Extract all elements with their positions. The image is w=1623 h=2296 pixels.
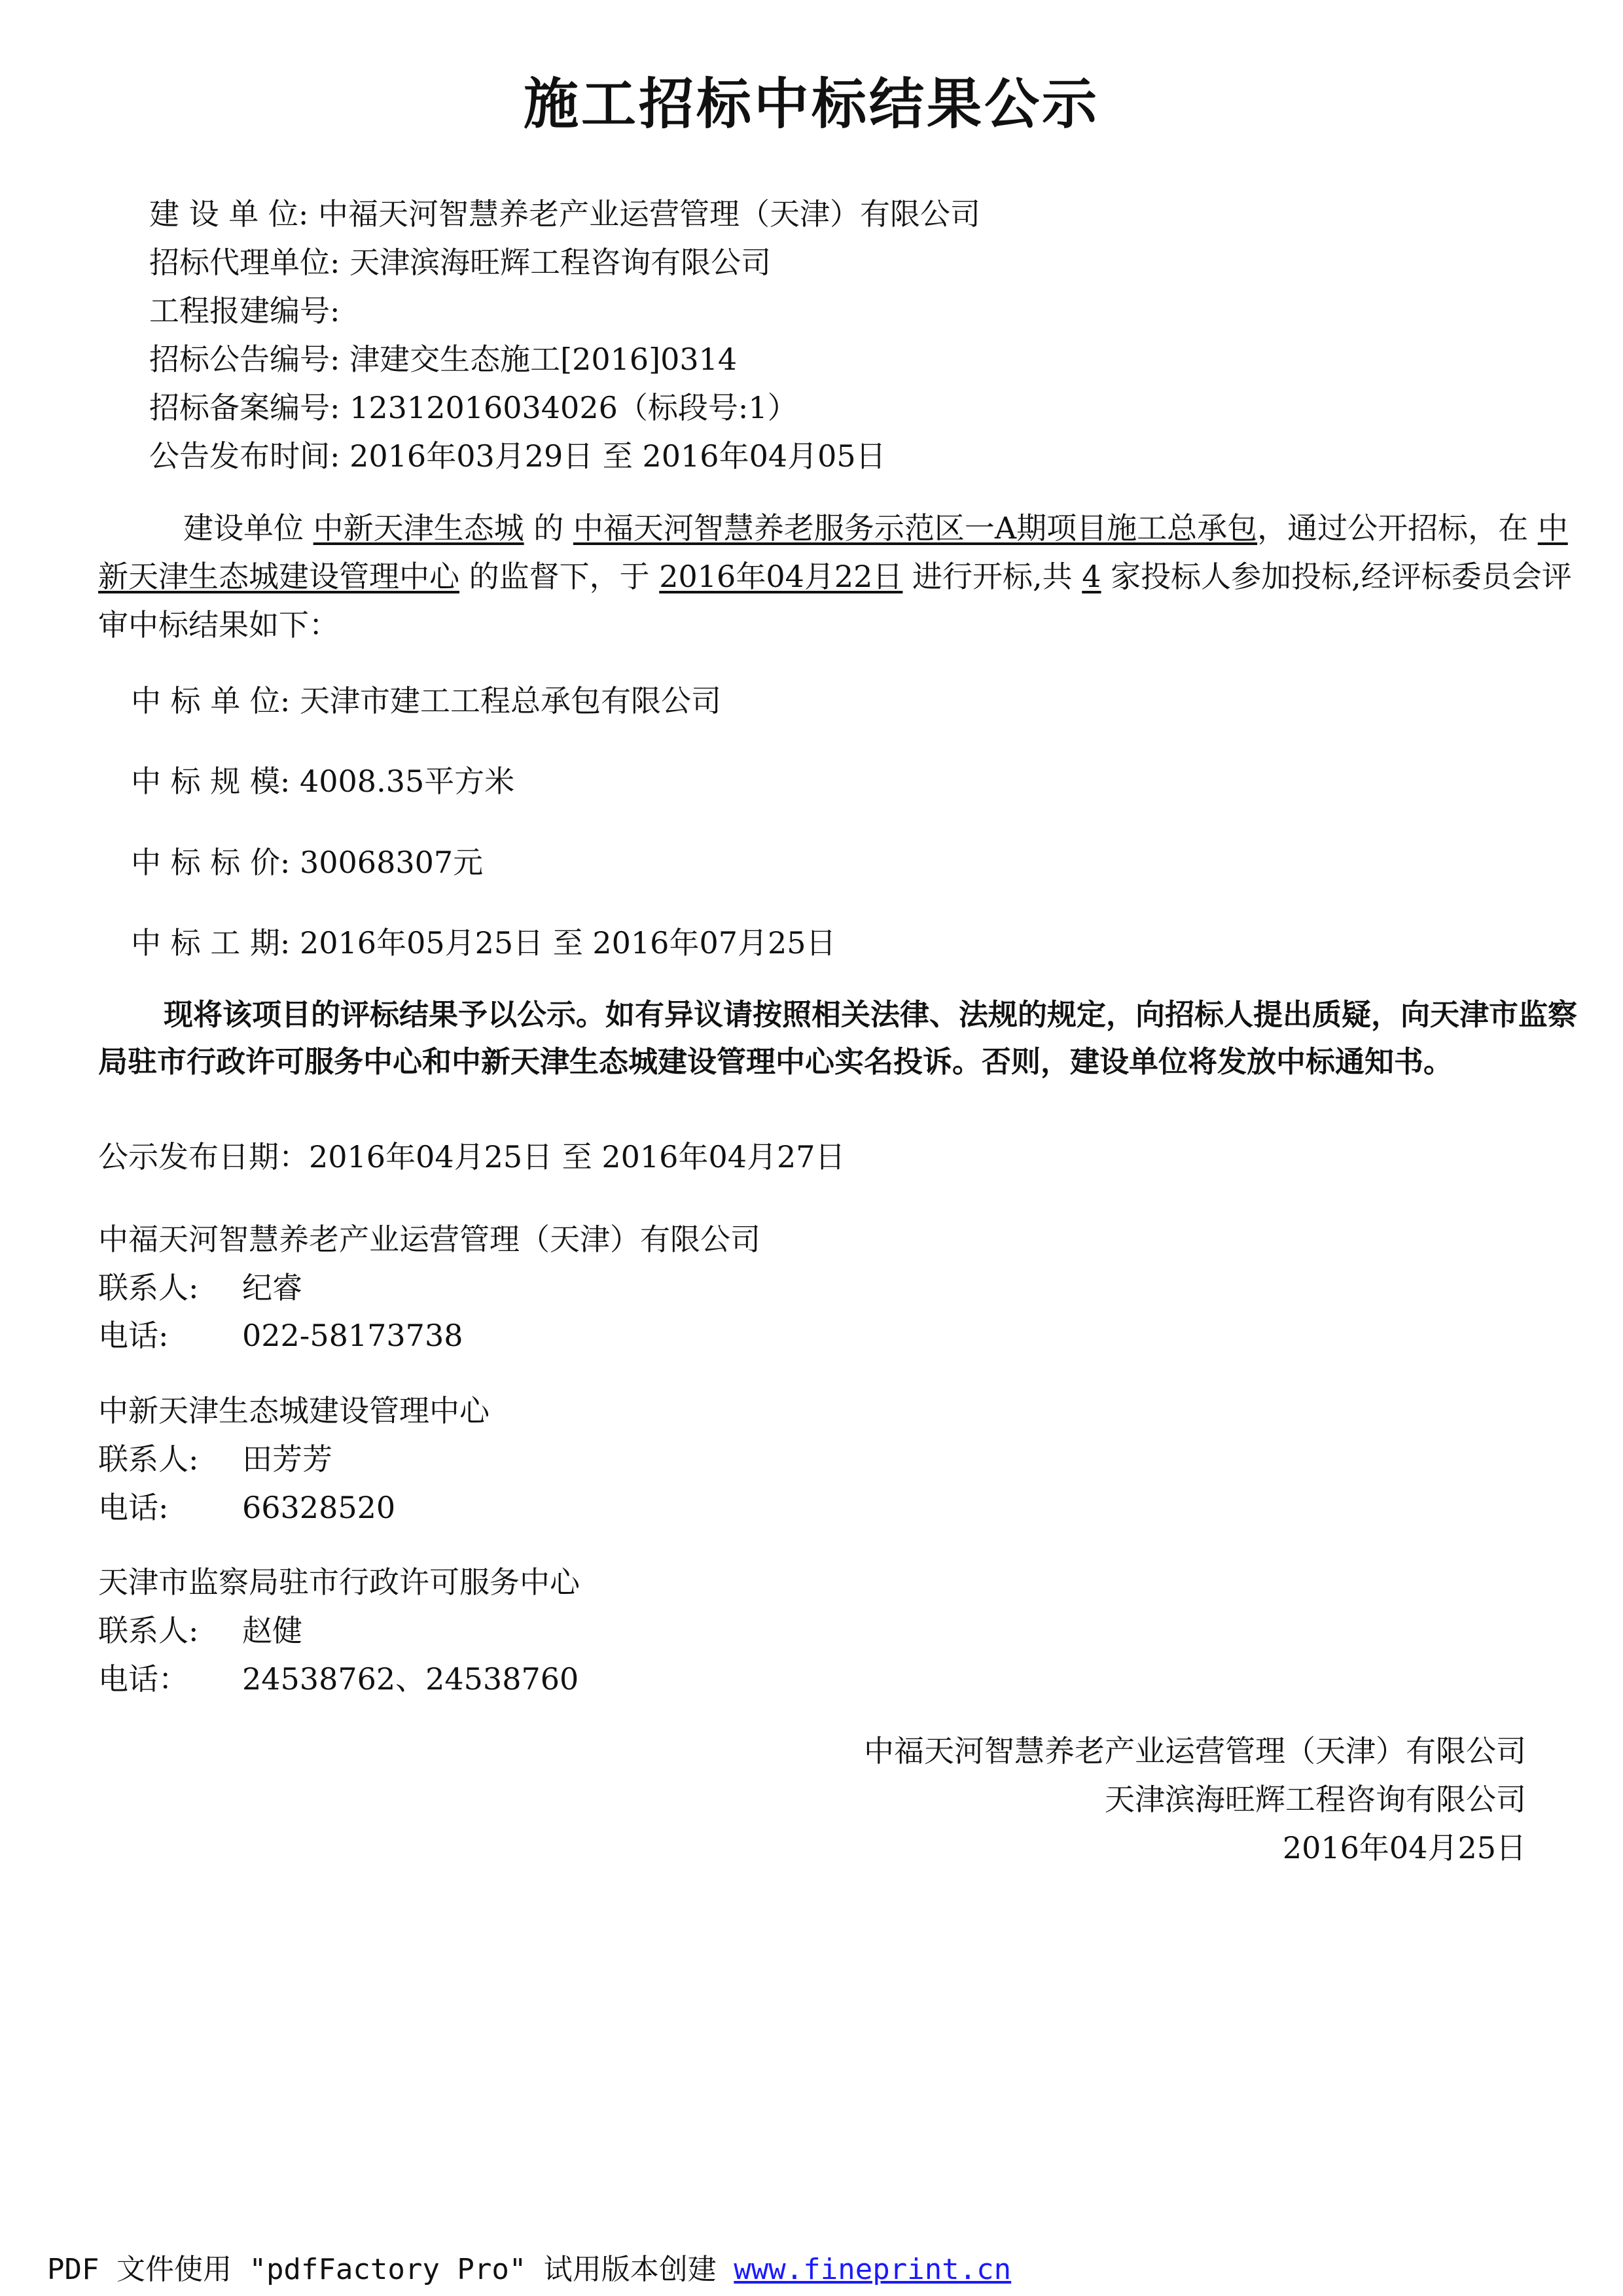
phone-label: 电话: <box>98 1490 169 1525</box>
pdf-footer <box>47 2246 1011 2287</box>
award-row-scale <box>131 758 514 801</box>
meta-label: 建 设 单 位: <box>149 196 309 232</box>
supervisor-name: 中新天津生态城建设管理中心 <box>98 510 1568 594</box>
contact-phone-row <box>98 1655 579 1699</box>
contact-person-row <box>98 1264 302 1307</box>
award-value: 2016年05月25日 至 2016年07月25日 <box>300 925 836 961</box>
signature-date: 2016年04月25日 <box>1282 1830 1526 1865</box>
publish-period: 公示发布日期：2016年04月25日 至 2016年04月27日 <box>98 1139 846 1174</box>
award-row-period <box>131 919 836 963</box>
award-value: 4008.35平方米 <box>300 764 515 799</box>
contact-phone: 66328520 <box>242 1490 396 1525</box>
award-value: 30068307元 <box>300 845 484 880</box>
bidder-count: 4 <box>1082 559 1101 594</box>
intro-text: 的监督下，于 <box>469 559 650 594</box>
intro-text: 进行开标,共 <box>912 559 1073 594</box>
contact-phone-row <box>98 1484 395 1527</box>
fineprint-link[interactable]: www.fineprint.cn <box>734 2253 1012 2286</box>
signature-org-2: 天津滨海旺辉工程咨询有限公司 <box>1105 1782 1526 1817</box>
intro-paragraph <box>98 504 1577 649</box>
builder-name: 中新天津生态城 <box>313 510 524 546</box>
footer-text: PDF 文件使用 "pdfFactory Pro" 试用版本创建 <box>47 2253 717 2286</box>
contact-org-3: 天津市监察局驻市行政许可服务中心 <box>98 1564 580 1600</box>
contact-org-2: 中新天津生态城建设管理中心 <box>98 1393 490 1428</box>
meta-value: 2016年03月29日 至 2016年04月05日 <box>349 438 886 474</box>
award-label: 中 标 工 期: <box>131 925 291 961</box>
meta-row-publish-time <box>149 432 980 480</box>
contact-phone: 24538762、24538760 <box>242 1661 579 1697</box>
intro-text: ，通过公开招标，在 <box>1257 510 1529 546</box>
meta-label: 工程报建编号: <box>149 293 340 328</box>
signature-org-1: 中福天河智慧养老产业运营管理（天津）有限公司 <box>864 1733 1526 1769</box>
meta-value: 12312016034026（标段号:1） <box>349 390 798 425</box>
meta-row-builder <box>149 190 980 238</box>
intro-text: 建设单位 <box>183 510 304 546</box>
award-label: 中 标 单 位: <box>131 683 291 718</box>
phone-label: 电话: <box>98 1318 169 1353</box>
meta-value: 中福天河智慧养老产业运营管理（天津）有限公司 <box>318 196 980 232</box>
person-label: 联系人: <box>98 1613 199 1648</box>
person-label: 联系人: <box>98 1441 199 1477</box>
public-notice: 现将该项目的评标结果予以公示。如有异议请按照相关法律、法规的规定，向招标人提出质疑，向天津市监察局驻市行政许可服务中心和中新天津生态城建设管理中心实名投诉。否则，建设单位将发放中标通知书。 <box>98 997 1578 1079</box>
meta-row-filing-no <box>149 383 980 432</box>
meta-row-registration <box>149 287 980 335</box>
meta-row-announcement-no <box>149 335 980 383</box>
award-row-winner <box>131 677 721 720</box>
intro-text: 的 <box>533 510 564 546</box>
meta-label: 招标代理单位: <box>149 245 340 280</box>
phone-label: 电话： <box>98 1661 188 1697</box>
contact-org-1: 中福天河智慧养老产业运营管理（天津）有限公司 <box>98 1222 760 1257</box>
meta-row-agent <box>149 238 980 287</box>
contact-phone: 022-58173738 <box>242 1318 463 1353</box>
contact-person: 赵健 <box>242 1613 302 1648</box>
meta-label: 公告发布时间: <box>149 438 340 474</box>
contact-person: 田芳芳 <box>242 1441 332 1477</box>
award-row-price <box>131 839 483 882</box>
open-date: 2016年04月22日 <box>659 559 903 594</box>
project-info <box>149 190 980 480</box>
project-name: 中福天河智慧养老服务示范区一A期项目施工总承包 <box>573 510 1258 546</box>
contact-person-row <box>98 1607 302 1650</box>
page-title: 施工招标中标结果公示 <box>523 72 1099 136</box>
contact-person-row <box>98 1436 332 1479</box>
meta-value: 津建交生态施工[2016]0314 <box>349 342 738 377</box>
award-label: 中 标 规 模: <box>131 764 291 799</box>
award-value: 天津市建工工程总承包有限公司 <box>300 683 721 718</box>
meta-label: 招标备案编号: <box>149 390 340 425</box>
intro-text: 家投标人参加投标,经评标委员会评审中标结果如下： <box>98 559 1572 643</box>
contact-phone-row <box>98 1312 463 1355</box>
contact-person: 纪睿 <box>242 1270 302 1305</box>
award-label: 中 标 标 价: <box>131 845 291 880</box>
meta-value: 天津滨海旺辉工程咨询有限公司 <box>349 245 772 280</box>
meta-label: 招标公告编号: <box>149 342 340 377</box>
person-label: 联系人: <box>98 1270 199 1305</box>
